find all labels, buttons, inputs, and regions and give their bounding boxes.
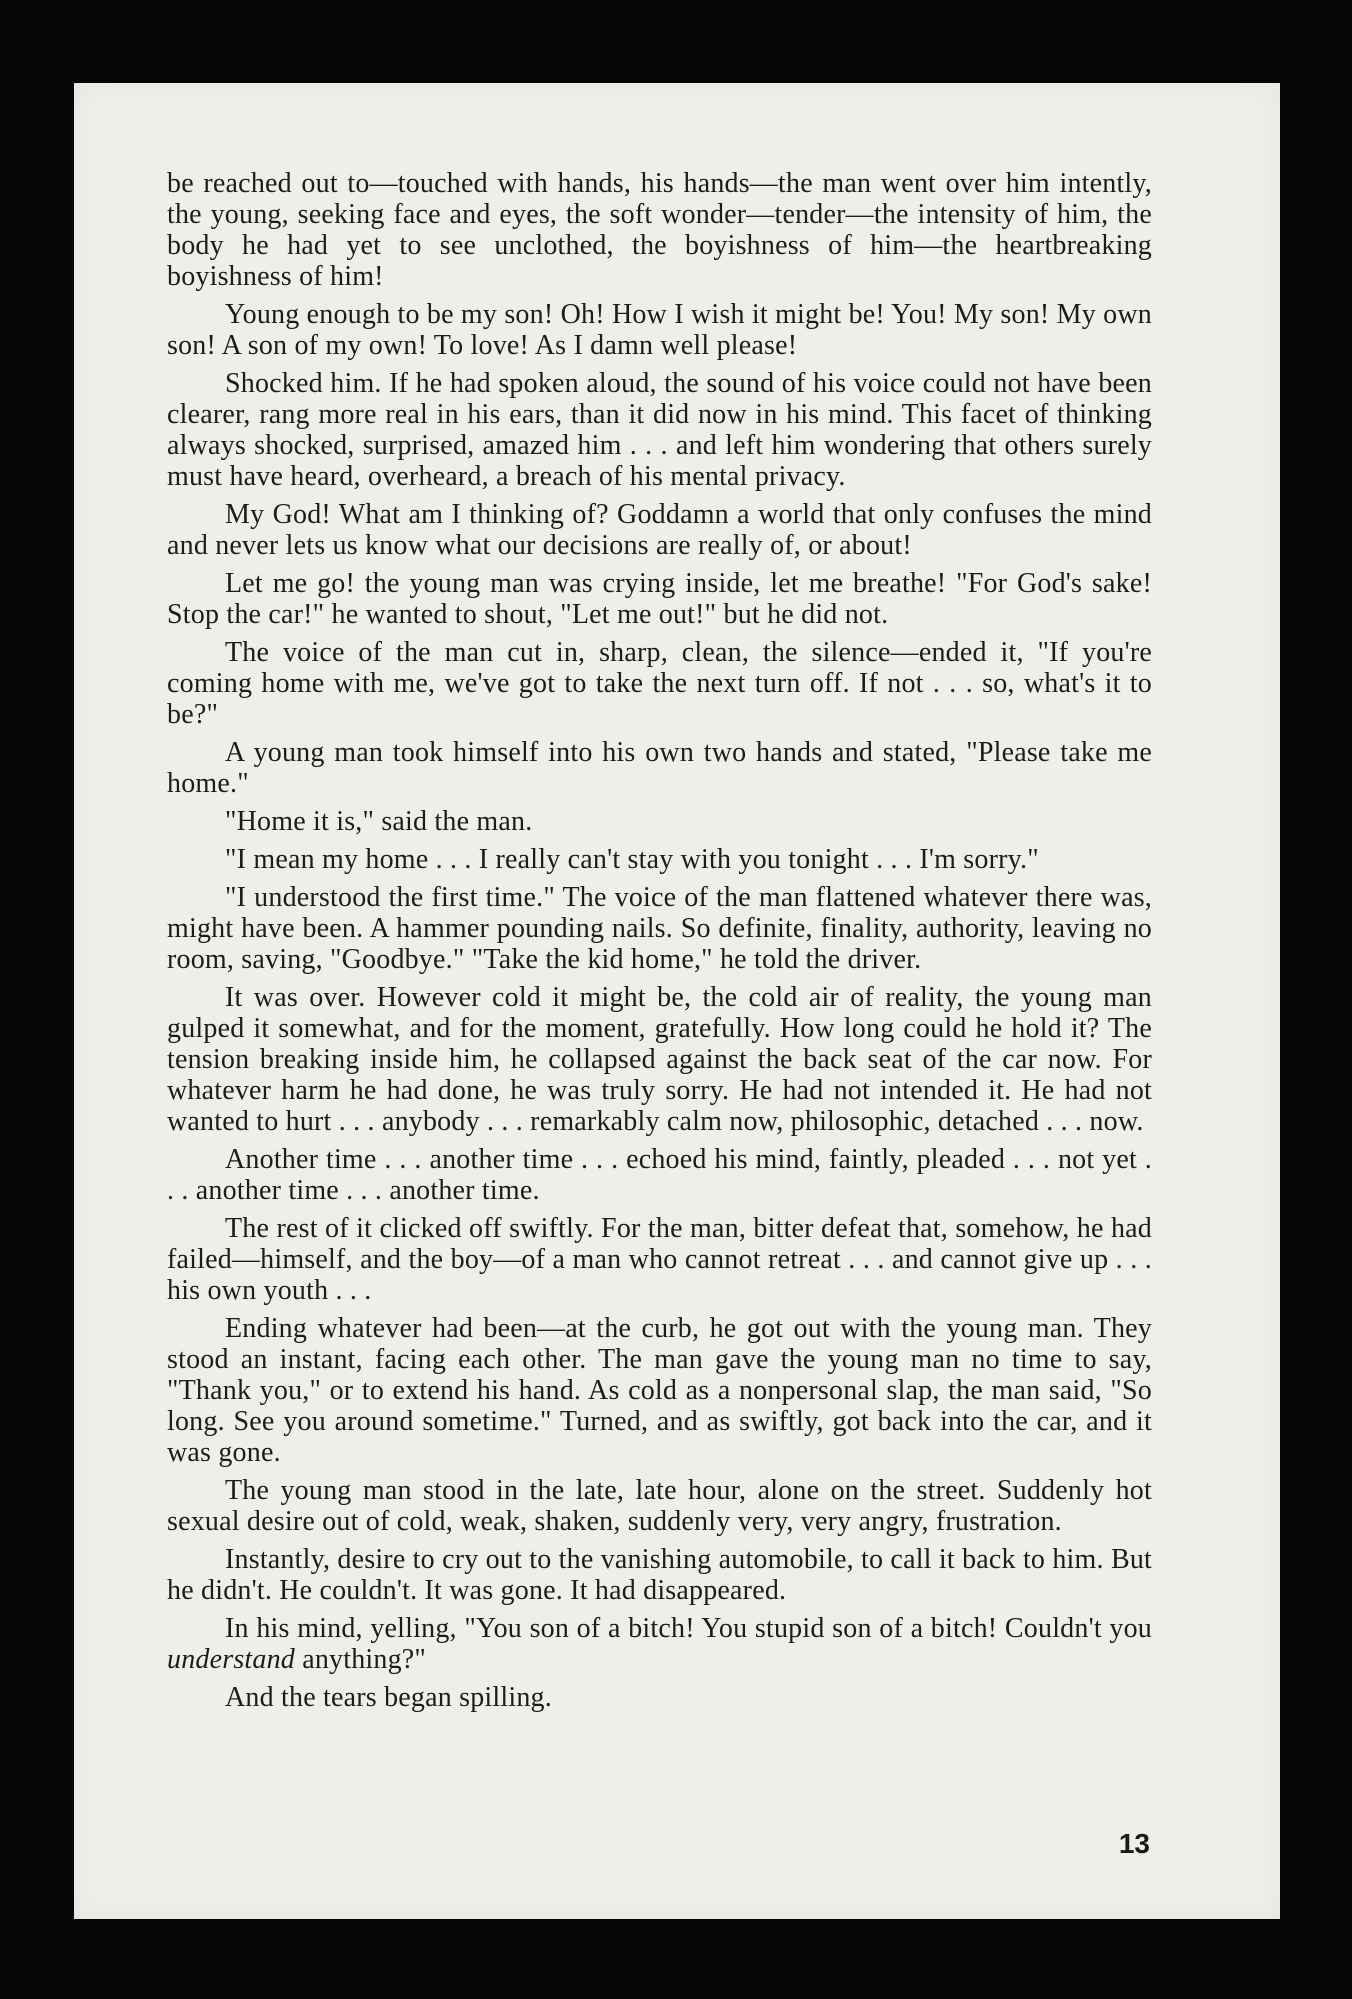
- paragraph: It was over. However cold it might be, the cold air of reality, the young man gulped it somewhat, and for the moment, gratefully. How long could he hold it? The tension breaking inside him, he collapsed against the back seat of the car now. For whatever harm he had done, he was truly sorry. He had not intended it. He had not wanted to hurt . . . anybody . . . remarkably calm now, philosophic, detached . . . now.: [167, 982, 1152, 1137]
- paragraph: "I understood the first time." The voice of the man flattened whatever there was, might have been. A hammer pounding nails. So definite, finality, authority, leaving no room, saving, "Goodbye." "Take the kid home," he told the driver.: [167, 882, 1152, 975]
- paragraph: Instantly, desire to cry out to the vanishing automobile, to call it back to him. But he didn't. He couldn't. It was gone. It had disappeared.: [167, 1544, 1152, 1606]
- paragraph: [167, 1613, 1152, 1675]
- paragraph: be reached out to—touched with hands, his hands—the man went over him intently, the young, seeking face and eyes, the soft wonder—tender—the intensity of him, the body he had yet to see unclothed, the boyishness of him—the heartbreaking boyishness of him!: [167, 168, 1152, 292]
- paragraph: Let me go! the young man was crying inside, let me breathe! "For God's sake! Stop the car!" he wanted to shout, "Let me out!" but he did not.: [167, 568, 1152, 630]
- paragraph: Ending whatever had been—at the curb, he got out with the young man. They stood an instant, facing each other. The man gave the young man no time to say, "Thank you," or to extend his hand. As cold as a nonpersonal slap, the man said, "So long. See you around sometime." Turned, and as swiftly, got back into the car, and it was gone.: [167, 1313, 1152, 1468]
- paragraph-text: anything?": [295, 1644, 427, 1675]
- paragraph: My God! What am I thinking of? Goddamn a world that only confuses the mind and never lets us know what our decisions are really of, or about!: [167, 499, 1152, 561]
- paragraph: Another time . . . another time . . . echoed his mind, faintly, pleaded . . . not yet . . . another time . . . another time.: [167, 1144, 1152, 1206]
- paragraph-text: In his mind, yelling, "You son of a bitch! You stupid son of a bitch! Couldn't you: [225, 1613, 1152, 1644]
- paragraph: And the tears began spilling.: [225, 1682, 552, 1713]
- paragraph: The young man stood in the late, late hour, alone on the street. Suddenly hot sexual desire out of cold, weak, shaken, suddenly very, very angry, frustration.: [167, 1475, 1152, 1537]
- emphasized-word: understand: [167, 1644, 295, 1675]
- page-number: 13: [1118, 1828, 1150, 1859]
- paragraph: The voice of the man cut in, sharp, clean, the silence—ended it, "If you're coming home with me, we've got to take the next turn off. If not . . . so, what's it to be?": [167, 637, 1152, 730]
- body-text: [167, 168, 1152, 1720]
- paragraph: A young man took himself into his own two hands and stated, "Please take me home.": [167, 737, 1152, 799]
- paragraph: Shocked him. If he had spoken aloud, the sound of his voice could not have been clearer, rang more real in his ears, than it did now in his mind. This facet of thinking always shocked, surprised, amazed him . . . and left him wondering that others surely must have heard, overheard, a breach of his mental privacy.: [167, 368, 1152, 492]
- paragraph: The rest of it clicked off swiftly. For the man, bitter defeat that, somehow, he had failed—himself, and the boy—of a man who cannot retreat . . . and cannot give up . . . his own youth . . .: [167, 1213, 1152, 1306]
- book-page: [74, 83, 1280, 1919]
- paragraph: Young enough to be my son! Oh! How I wish it might be! You! My son! My own son! A son of my own! To love! As I damn well please!: [167, 299, 1152, 361]
- paragraph: "I mean my home . . . I really can't stay with you tonight . . . I'm sorry.": [225, 844, 1039, 875]
- paragraph: "Home it is," said the man.: [225, 806, 533, 837]
